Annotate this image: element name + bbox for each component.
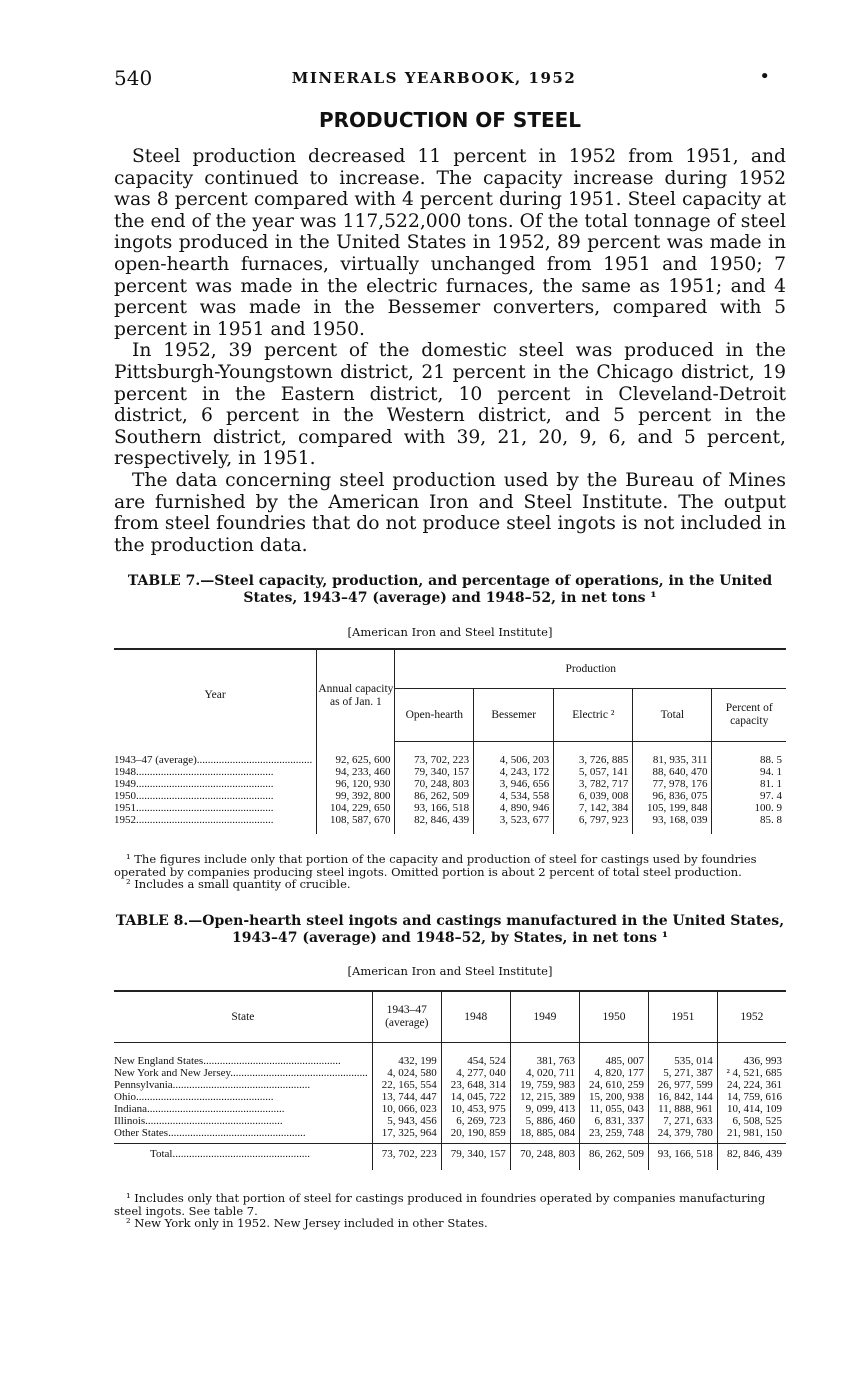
value-cell: 12, 215, 389 [510, 1091, 579, 1103]
value-cell: 5, 943, 456 [372, 1115, 441, 1127]
column-header-1948: 1948 [441, 991, 510, 1043]
footnote: ² Includes a small quantity of crucible. [126, 877, 351, 891]
percent-cell: 94. 1 [712, 766, 786, 778]
state-cell: Indiana.................................................. [114, 1103, 285, 1115]
value-cell: 5, 886, 460 [510, 1115, 579, 1127]
bessemer-cell: 3, 523, 677 [474, 814, 554, 826]
electric-cell: 6, 039, 008 [554, 790, 633, 802]
value-cell: 14, 759, 616 [717, 1091, 786, 1103]
value-cell: 4, 277, 040 [441, 1067, 510, 1079]
percent-cell: 85. 8 [712, 814, 786, 826]
footnote: ² New York only in 1952. New Jersey included in other States. [126, 1216, 488, 1230]
value-cell: 7, 271, 633 [649, 1115, 718, 1127]
value-cell: 24, 610, 259 [580, 1079, 649, 1091]
value-cell: 18, 885, 084 [510, 1127, 579, 1139]
page-number: 540 [114, 66, 153, 90]
state-cell: Ohio.................................................. [114, 1091, 274, 1103]
table7-caption: TABLE 7.—Steel capacity, production, and percentage of operations, in the United States, 1943–47 (average) and 1948–52, in net tons ¹ [127, 573, 773, 606]
state-cell: Other States.................................................. [114, 1127, 306, 1139]
percent-cell: 100. 9 [712, 802, 786, 814]
value-cell: 82, 846, 439 [717, 1144, 786, 1165]
page-mark: • [759, 66, 770, 87]
electric-cell: 3, 726, 885 [554, 754, 633, 766]
total-cell: 105, 199, 848 [633, 802, 712, 814]
value-cell: 21, 981, 150 [717, 1127, 786, 1139]
bessemer-cell: 4, 506, 203 [474, 754, 554, 766]
paragraph: The data concerning steel production used by the Bureau of Mines are furnished by the American Iron and Steel Institute. The output from steel foundries that do not produce steel ingots is not included in the production data. [114, 469, 786, 556]
paragraph: Steel production decreased 11 percent in 1952 from 1951, and capacity continued to increase. The capacity increase during 1952 was 8 percent compared with 4 percent during 1951. Steel capacity at the end of the year was 117,522,000 tons. Of the total tonnage of steel ingots produced in the United States in 1952, 89 percent was made in open-hearth furnaces, virtually unchanged from 1951 and 1950; 7 percent was made in the electric furnaces, the same as 1951; and 4 percent was made in the Bessemer converters, compared with 5 percent in 1951 and 1950. [114, 146, 786, 340]
table7-body [114, 742, 786, 835]
value-cell: 22, 165, 554 [372, 1079, 441, 1091]
open-hearth-cell: 82, 846, 439 [395, 814, 474, 826]
table-row [114, 802, 786, 814]
electric-cell: 7, 142, 384 [554, 802, 633, 814]
value-cell: 20, 190, 859 [441, 1127, 510, 1139]
value-cell: 16, 842, 144 [649, 1091, 718, 1103]
open-hearth-cell: 79, 340, 157 [395, 766, 474, 778]
year-cell: 1949.................................................. [114, 778, 274, 790]
column-header-bessemer: Bessemer [474, 689, 554, 742]
total-cell: 93, 168, 039 [633, 814, 712, 826]
value-cell: 86, 262, 509 [580, 1144, 649, 1165]
table8-source: [American Iron and Steel Institute] [347, 964, 553, 978]
table8 [114, 990, 786, 1170]
electric-cell: 6, 797, 923 [554, 814, 633, 826]
body-text [114, 146, 786, 556]
value-cell: 73, 702, 223 [372, 1144, 441, 1165]
state-cell: Illinois.................................................. [114, 1115, 283, 1127]
table8-body [114, 1043, 786, 1171]
column-header-production: Production [395, 649, 786, 689]
table-row [114, 778, 786, 790]
bessemer-cell: 4, 534, 558 [474, 790, 554, 802]
total-row [114, 1144, 786, 1165]
state-cell: Pennsylvania.................................................. [114, 1079, 311, 1091]
year-cell: 1951.................................................. [114, 802, 274, 814]
value-cell: 6, 831, 337 [580, 1115, 649, 1127]
bessemer-cell: 4, 890, 946 [474, 802, 554, 814]
paragraph: In 1952, 39 percent of the domestic steel was produced in the Pittsburgh-Youngstown district, 21 percent in the Chicago district, 19 percent in the Eastern district, 10 percent in Cleveland-Detroit district, 6 percent in the Western district, and 5 percent in the Southern district, compared with 39, 21, 20, 9, 6, and 5 percent, respectively, in 1951. [114, 340, 786, 470]
table-row [114, 1127, 786, 1139]
value-cell: 11, 888, 961 [649, 1103, 718, 1115]
total-cell: 81, 935, 311 [633, 754, 712, 766]
percent-cell: 97. 4 [712, 790, 786, 802]
total-cell: 88, 640, 470 [633, 766, 712, 778]
electric-cell: 3, 782, 717 [554, 778, 633, 790]
table7 [114, 648, 786, 834]
year-cell: 1950.................................................. [114, 790, 274, 802]
open-hearth-cell: 86, 262, 509 [395, 790, 474, 802]
running-title: MINERALS YEARBOOK, 1952 [291, 69, 577, 87]
table-row [114, 1055, 786, 1067]
column-header-year: Year [114, 649, 317, 742]
value-cell: 10, 453, 975 [441, 1103, 510, 1115]
value-cell: 485, 007 [580, 1055, 649, 1067]
value-cell: 432, 199 [372, 1055, 441, 1067]
table7-source: [American Iron and Steel Institute] [347, 625, 553, 639]
value-cell: 10, 066, 023 [372, 1103, 441, 1115]
capacity-cell: 96, 120, 930 [317, 778, 395, 790]
value-cell: 13, 744, 447 [372, 1091, 441, 1103]
value-cell: 454, 524 [441, 1055, 510, 1067]
column-header-state: State [114, 991, 372, 1043]
table-row [114, 814, 786, 826]
value-cell: 5, 271, 387 [649, 1067, 718, 1079]
value-cell: ² 4, 521, 685 [717, 1067, 786, 1079]
running-header [114, 66, 770, 90]
table-row [114, 1079, 786, 1091]
value-cell: 9, 099, 413 [510, 1103, 579, 1115]
total-cell: 77, 978, 176 [633, 778, 712, 790]
column-header-percent: Percent of capacity [712, 689, 786, 742]
bessemer-cell: 3, 946, 656 [474, 778, 554, 790]
column-header-1952: 1952 [717, 991, 786, 1043]
table-row [114, 1103, 786, 1115]
value-cell: 4, 024, 580 [372, 1067, 441, 1079]
table8-footnotes [114, 1192, 786, 1230]
value-cell: 4, 020, 711 [510, 1067, 579, 1079]
value-cell: 70, 248, 803 [510, 1144, 579, 1165]
value-cell: 535, 014 [649, 1055, 718, 1067]
electric-cell: 5, 057, 141 [554, 766, 633, 778]
value-cell: 24, 379, 780 [649, 1127, 718, 1139]
column-header-1951: 1951 [649, 991, 718, 1043]
year-cell: 1943–47 (average).......................................... [114, 754, 313, 766]
percent-cell: 81. 1 [712, 778, 786, 790]
value-cell: 19, 759, 983 [510, 1079, 579, 1091]
value-cell: 24, 224, 361 [717, 1079, 786, 1091]
table-row [114, 1067, 786, 1079]
value-cell: 93, 166, 518 [649, 1144, 718, 1165]
value-cell: 6, 508, 525 [717, 1115, 786, 1127]
value-cell: 23, 259, 748 [580, 1127, 649, 1139]
value-cell: 14, 045, 722 [441, 1091, 510, 1103]
table8-caption: TABLE 8.—Open-hearth steel ingots and castings manufactured in the United States, 1943–47 (average) and 1948–52, by States, in net tons ¹ [115, 913, 785, 946]
section-title: PRODUCTION OF STEEL [318, 108, 582, 132]
state-cell: New England States.................................................. [114, 1055, 341, 1067]
table-row [114, 766, 786, 778]
column-header-1950: 1950 [580, 991, 649, 1043]
table-row [114, 1115, 786, 1127]
value-cell: 436, 993 [717, 1055, 786, 1067]
year-cell: 1952.................................................. [114, 814, 274, 826]
table-row [114, 1091, 786, 1103]
value-cell: 10, 414, 109 [717, 1103, 786, 1115]
open-hearth-cell: 73, 702, 223 [395, 754, 474, 766]
column-header-1943-47: 1943–47 (average) [372, 991, 441, 1043]
column-header-1949: 1949 [510, 991, 579, 1043]
column-header-capacity: Annual capacity as of Jan. 1 [317, 649, 395, 742]
state-cell: Total.................................................. [150, 1148, 310, 1160]
column-header-open-hearth: Open-hearth [395, 689, 474, 742]
value-cell: 15, 200, 938 [580, 1091, 649, 1103]
footnote: ¹ Includes only that portion of steel for castings produced in foundries operated by companies manufacturing steel ingots. See table 7. [114, 1191, 766, 1218]
open-hearth-cell: 70, 248, 803 [395, 778, 474, 790]
table7-footnotes [114, 853, 786, 891]
table-row [114, 754, 786, 766]
value-cell: 381, 763 [510, 1055, 579, 1067]
open-hearth-cell: 93, 166, 518 [395, 802, 474, 814]
capacity-cell: 94, 233, 460 [317, 766, 395, 778]
value-cell: 4, 820, 177 [580, 1067, 649, 1079]
column-header-electric: Electric ² [554, 689, 633, 742]
value-cell: 79, 340, 157 [441, 1144, 510, 1165]
year-cell: 1948.................................................. [114, 766, 274, 778]
capacity-cell: 108, 587, 670 [317, 814, 395, 826]
capacity-cell: 92, 625, 600 [317, 754, 395, 766]
capacity-cell: 104, 229, 650 [317, 802, 395, 814]
footnote: ¹ The figures include only that portion of the capacity and production of steel for castings used by foundries operated by companies producing steel ingots. Omitted portion is about 2 percent of total steel production. [114, 852, 757, 879]
percent-cell: 88. 5 [712, 754, 786, 766]
capacity-cell: 99, 392, 800 [317, 790, 395, 802]
value-cell: 23, 648, 314 [441, 1079, 510, 1091]
value-cell: 17, 325, 964 [372, 1127, 441, 1139]
total-cell: 96, 836, 075 [633, 790, 712, 802]
bessemer-cell: 4, 243, 172 [474, 766, 554, 778]
value-cell: 26, 977, 599 [649, 1079, 718, 1091]
state-cell: New York and New Jersey.................................................. [114, 1067, 368, 1079]
column-header-total: Total [633, 689, 712, 742]
value-cell: 11, 055, 043 [580, 1103, 649, 1115]
table-row [114, 790, 786, 802]
value-cell: 6, 269, 723 [441, 1115, 510, 1127]
